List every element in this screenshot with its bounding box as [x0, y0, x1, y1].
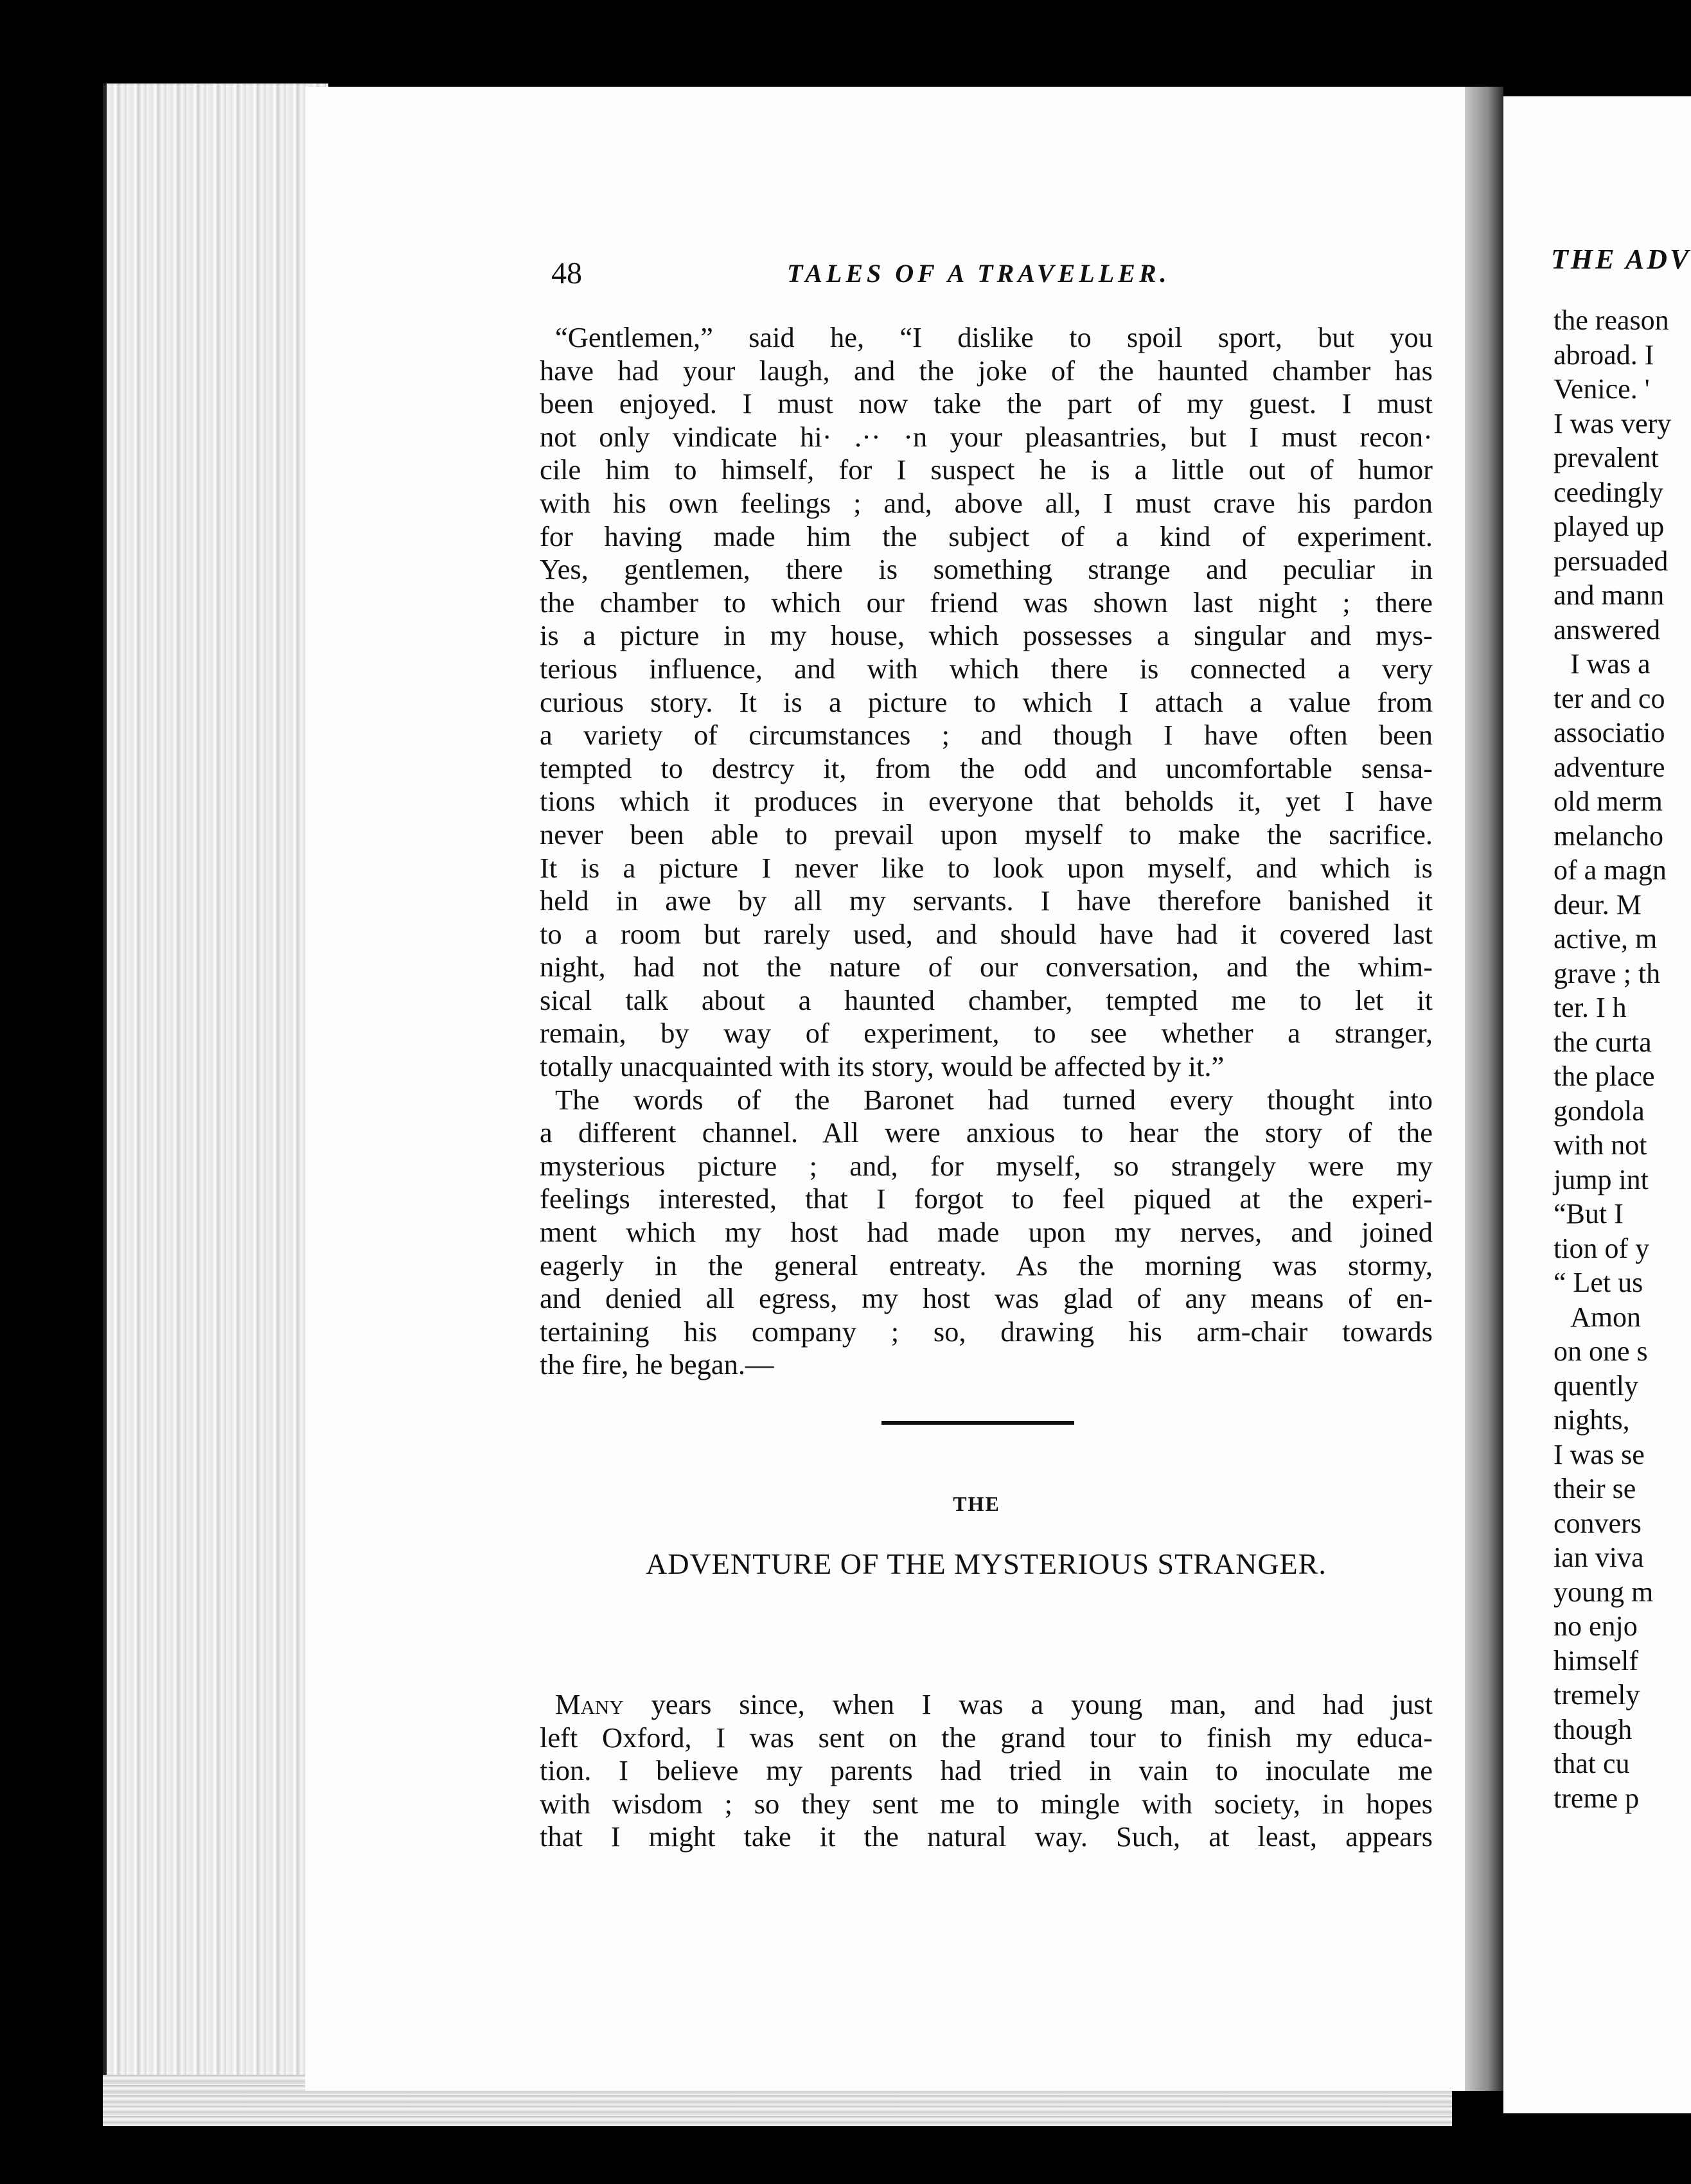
text-line: the fire, he began.—: [540, 1348, 774, 1381]
text-line: adventure: [1554, 751, 1665, 783]
text-line: the reason: [1554, 304, 1669, 336]
text-line: convers: [1554, 1507, 1642, 1539]
right-page: [1503, 96, 1691, 2113]
text-line: answered: [1554, 613, 1661, 646]
text-line: I was very: [1554, 407, 1672, 439]
text-line: have had your laugh, and the joke of the haunted chamber has: [540, 354, 1433, 387]
text-line: the chamber to which our friend was shown last night ; there: [540, 586, 1433, 619]
text-line: tion of y: [1554, 1232, 1650, 1264]
text-line: Amon: [1570, 1301, 1641, 1333]
text-line: and denied all egress, my host was glad of any means of en-: [540, 1282, 1433, 1315]
text-line: The words of the Baronet had turned every thought into: [555, 1083, 1433, 1116]
section-prefix: THE: [953, 1492, 1000, 1515]
drop-word: Many: [555, 1688, 624, 1720]
text-line: ian viva: [1554, 1542, 1644, 1573]
text-line: gondola: [1554, 1095, 1645, 1127]
text-line: “But I: [1554, 1198, 1624, 1229]
text-line: [540, 1688, 1433, 1722]
text-line: the place: [1554, 1061, 1655, 1092]
text-line: eagerly in the general entreaty. As the morning was stormy,: [540, 1249, 1433, 1281]
text-line: with not: [1554, 1129, 1647, 1161]
text-line: night, had not the nature of our conversation, and the whim-: [540, 951, 1433, 983]
text-line: Venice. ': [1554, 373, 1650, 405]
text-line: abroad. I: [1554, 339, 1654, 371]
text-line: old merm: [1554, 786, 1663, 817]
text-line: treme p: [1554, 1782, 1640, 1814]
right-page-lines: [1554, 303, 1671, 1815]
paragraph-3: [540, 1688, 1433, 1854]
text-line: and mann: [1554, 579, 1665, 611]
text-line: himself: [1554, 1644, 1638, 1677]
text-line: It is a picture I never like to look upon myself, and which is: [540, 851, 1433, 884]
text-line: on one s: [1554, 1335, 1648, 1367]
text-line: tions which it produces in everyone that beholds it, yet I have: [540, 785, 1433, 818]
text-line: feelings interested, that I forgot to feel piqued at the experi-: [540, 1183, 1433, 1215]
text-line: their se: [1554, 1473, 1636, 1504]
text-line: tempted to destrcy it, from the odd and uncomfortable sensa-: [540, 752, 1433, 784]
text-line: tertaining his company ; so, drawing his arm-chair towards: [540, 1315, 1433, 1348]
page-number: 48: [551, 256, 582, 290]
text-line: for having made him the subject of a kind of experiment.: [540, 520, 1433, 552]
text-line: though: [1554, 1713, 1633, 1745]
text-line: persuaded: [1554, 545, 1669, 577]
text-line: I was a: [1570, 648, 1651, 680]
text-line: a different channel. All were anxious to hear the story of the: [540, 1116, 1433, 1149]
section-divider: [881, 1421, 1074, 1425]
text-line: prevalent: [1554, 442, 1659, 473]
text-line: mysterious picture ; and, for myself, so strangely were my: [540, 1149, 1433, 1182]
section-title: ADVENTURE OF THE MYSTERIOUS STRANGER.: [646, 1547, 1327, 1580]
text-line: terious influence, and with which there is connected a very: [540, 652, 1433, 685]
paragraph-1: [540, 321, 1433, 1382]
text-line: ter. I h: [1554, 992, 1627, 1023]
text-line: no enjo: [1554, 1610, 1638, 1642]
text-line: “Gentlemen,” said he, “I dislike to spoil sport, but you: [555, 321, 1433, 353]
text-line: remain, by way of experiment, to see whether a stranger,: [540, 1017, 1433, 1050]
text-line: the curta: [1554, 1026, 1652, 1058]
text-line: tion. I believe my parents had tried in vain to inoculate me: [540, 1754, 1433, 1787]
text-line: with his own feelings ; and, above all, I must crave his pardon: [540, 486, 1433, 519]
text-line: with wisdom ; so they sent me to mingle with society, in hopes: [540, 1787, 1433, 1820]
text-line: played up: [1554, 511, 1665, 542]
text-line: cile him to himself, for I suspect he is a little out of humor: [540, 454, 1433, 486]
first-line-rest: years since, when I was a young man, and had just: [623, 1688, 1433, 1720]
text-line: quently: [1554, 1369, 1638, 1402]
text-line: never been able to prevail upon myself to make the sacrifice.: [540, 818, 1433, 850]
text-line: “ Let us: [1554, 1267, 1643, 1298]
text-line: that cu: [1554, 1748, 1630, 1779]
text-line: to a room but rarely used, and should have had it covered last: [540, 917, 1433, 950]
text-line: totally unacquainted with its story, would be affected by it.”: [540, 1050, 1225, 1083]
text-line: Yes, gentlemen, there is something strange and peculiar in: [540, 553, 1433, 586]
text-line: that I might take it the natural way. Such, at least, appears: [540, 1820, 1433, 1853]
text-line: associatio: [1554, 717, 1665, 748]
text-line: deur. M: [1554, 888, 1642, 920]
text-line: sical talk about a haunted chamber, tempted me to let it: [540, 983, 1433, 1016]
text-line: active, m: [1554, 923, 1658, 955]
text-line: jump int: [1554, 1163, 1649, 1195]
text-line: a variety of circumstances ; and though I have often been: [540, 719, 1433, 752]
text-line: melancho: [1554, 820, 1664, 852]
text-line: I was se: [1554, 1438, 1645, 1470]
text-line: nights,: [1554, 1404, 1630, 1436]
text-line: grave ; th: [1554, 957, 1661, 989]
text-line: young m: [1554, 1576, 1654, 1608]
text-line: is a picture in my house, which possesses a singular and mys-: [540, 619, 1433, 652]
right-running-title: THE ADV: [1551, 243, 1691, 275]
page-gutter: [1465, 87, 1503, 2091]
text-line: of a magn: [1554, 854, 1667, 886]
text-line: held in awe by all my servants. I have therefore banished it: [540, 885, 1433, 917]
text-line: not only vindicate hi· .·· ·n your pleasantries, but I must recon·: [540, 420, 1433, 453]
book-page-edges: [103, 84, 328, 2123]
text-line: curious story. It is a picture to which I attach a value from: [540, 685, 1433, 718]
text-line: ment which my host had made upon my nerves, and joined: [540, 1216, 1433, 1249]
text-line: left Oxford, I was sent on the grand tour to finish my educa-: [540, 1721, 1433, 1754]
text-line: ter and co: [1554, 682, 1665, 714]
text-line: ceedingly: [1554, 476, 1664, 508]
text-line: tremely: [1554, 1679, 1640, 1711]
running-title: TALES OF A TRAVELLER.: [787, 259, 1171, 288]
text-line: been enjoyed. I must now take the part of my guest. I must: [540, 387, 1433, 420]
